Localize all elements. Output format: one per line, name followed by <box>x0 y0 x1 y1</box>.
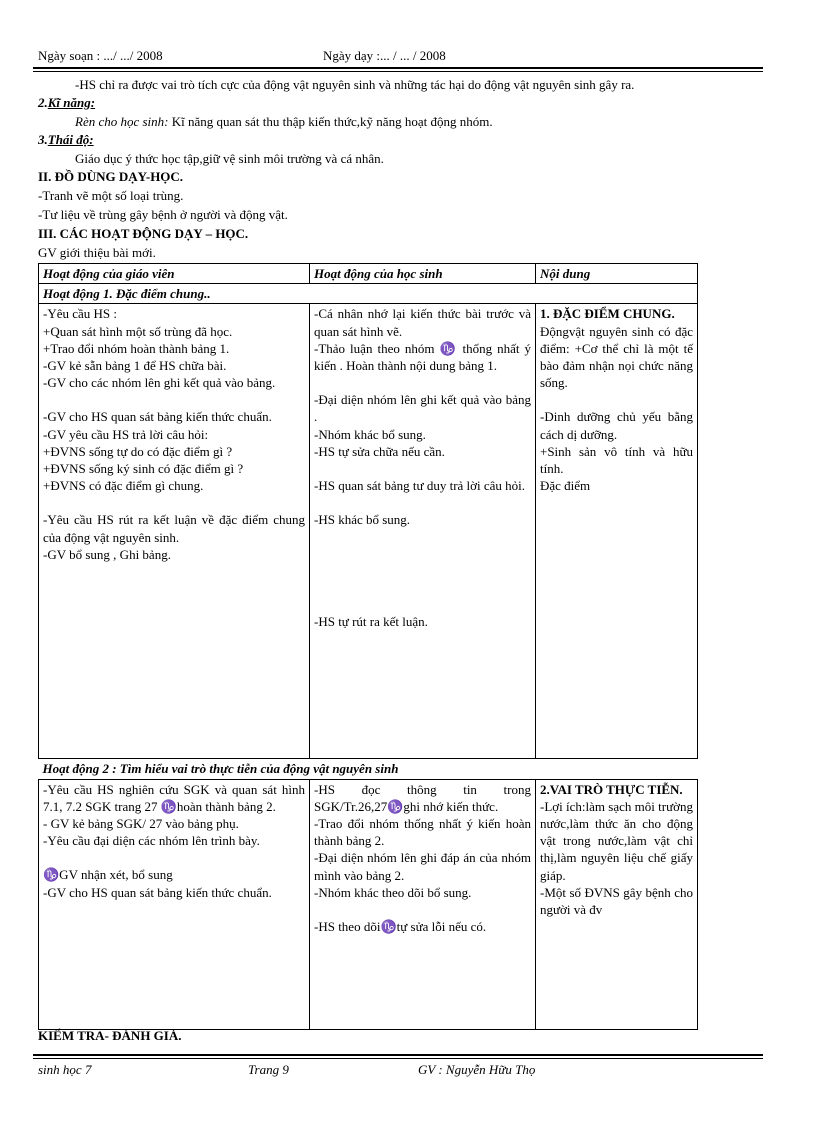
spacer <box>43 494 305 511</box>
a1-teacher-line: -GV bổ sung , Ghi bảng. <box>43 546 171 562</box>
footer-page: Trang 9 <box>248 1062 289 1077</box>
a1-teacher-line: -GV kẻ sẵn bảng 1 để HS chữa bài. <box>43 358 227 374</box>
a1-student-line: -HS tự sửa chữa nếu cần. <box>314 443 445 459</box>
header-content: Nội dung <box>536 264 698 284</box>
spacer <box>314 460 531 477</box>
a2-teacher-line: -Yêu cầu đại diện các nhóm lên trình bày. <box>43 833 260 849</box>
a2-content-line: -Một số ĐVNS gây bệnh cho người và đv <box>540 884 693 918</box>
spacer <box>314 545 531 562</box>
a1-content-line: +Sinh sản vô tính và hữu tính. <box>540 443 693 477</box>
activity-2-title-row <box>39 759 698 779</box>
spacer <box>314 579 531 596</box>
a1-teacher-line: +ĐVNS sống ký sinh có đặc điểm gì ? <box>43 461 244 477</box>
spacer <box>540 391 693 408</box>
a2-content-title: 2.VAI TRÒ THỰC TIỄN. <box>540 781 683 797</box>
a1-student-line: -HS quan sát bảng tư duy trả lời câu hỏi. <box>314 478 526 494</box>
activity-1-title-row <box>39 284 698 304</box>
skill-title: Kĩ năng: <box>47 95 96 110</box>
attitude-title: Thái độ: <box>47 132 94 147</box>
a1-student-line: -Nhóm khác bổ sung. <box>314 426 426 442</box>
a1-teacher-line: +Quan sát hình một số trùng đã học. <box>43 323 233 339</box>
skill-prefix: Rèn cho học sinh: <box>75 114 169 129</box>
footer-teacher: GV : Nguyễn Hữu Thọ <box>418 1062 536 1077</box>
skill-text: Kĩ năng quan sát thu thập kiến thức,kỹ năng hoạt động nhóm. <box>168 114 493 129</box>
a2-teacher-line: ♑GV nhận xét, bổ sung <box>43 867 173 883</box>
activity-1-content <box>536 304 698 759</box>
a2-teacher-line: -GV cho HS quan sát bảng kiến thức chuẩn. <box>43 884 272 900</box>
spacer <box>314 562 531 579</box>
spacer <box>43 849 305 866</box>
activity-table <box>38 263 698 1030</box>
intro-gv: GV giới thiệu bài mới. <box>38 245 156 260</box>
activity-2-row <box>39 779 698 1029</box>
footer-rule-thin <box>33 1058 763 1059</box>
activity-1-row <box>39 304 698 759</box>
header-rule-thick <box>33 67 763 69</box>
skill-line <box>75 113 493 130</box>
prep-date: Ngày soạn : .../ .../ 2008 <box>38 48 163 63</box>
a1-content-title: 1. ĐẶC ĐIỂM CHUNG. <box>540 306 675 322</box>
activity-2-content <box>536 779 698 1029</box>
a1-teacher-line: -Yêu cầu HS rút ra kết luận về đặc điểm chung của động vật nguyên sinh. <box>43 512 305 545</box>
spacer <box>314 374 531 391</box>
a2-student-line: -Đại diện nhóm lên ghi đáp án của nhóm mình vào bảng 2. <box>314 850 531 883</box>
a1-student-line: -Đại diện nhóm lên ghi kết quả vào bảng . <box>314 392 531 425</box>
attitude-text: Giáo dục ý thức học tập,giữ vệ sinh môi trường và cá nhân. <box>75 151 384 166</box>
a1-student-line: -Cá nhân nhớ lại kiến thức bài trước và quan sát hình vẽ. <box>314 306 531 339</box>
skill-number: 2. <box>38 95 48 110</box>
a1-teacher-line: -GV cho HS quan sát bảng kiến thức chuẩn. <box>43 409 272 425</box>
header-teacher: Hoạt động của giáo viên <box>39 264 310 284</box>
footer-subject: sinh học 7 <box>38 1062 92 1077</box>
activity-2-teacher <box>39 779 310 1029</box>
a2-content-line: -Lợi ích:làm sạch môi trường nước,làm thức ăn cho động vật trong nước,làm vật chỉ thị,làm nguyên liệu chế giấy giáp. <box>540 798 693 883</box>
a1-content-line: Đặc điểm <box>540 478 591 494</box>
a2-teacher-line: -Yêu cầu HS nghiên cứu SGK và quan sát hình 7.1, 7.2 SGK trang 27 ♑hoàn thành bảng 2. <box>43 781 305 814</box>
page-header <box>38 48 762 66</box>
tool-2: -Tư liệu về trùng gây bệnh ở người và động vật. <box>38 207 288 222</box>
a1-teacher-line: +ĐVNS sống tự do có đặc điểm gì ? <box>43 443 233 459</box>
activity-1-student <box>310 304 536 759</box>
a1-content-line: Độngvật nguyên sinh có đặc điểm: +Cơ thể chỉ là một tế bào đảm nhận nọi chức năng sống. <box>540 323 693 391</box>
section-3-heading: III. CÁC HOẠT ĐỘNG DẠY – HỌC. <box>38 226 249 241</box>
a2-student-line: -Trao đổi nhóm thống nhất ý kiến hoàn thành bảng 2. <box>314 816 531 849</box>
tool-1: -Tranh vẽ một số loại trùng. <box>38 188 184 203</box>
spacer <box>314 494 531 511</box>
footer-rule-thick <box>33 1054 763 1056</box>
activity-2-title: Hoạt động 2 : Tìm hiểu vai trò thực tiễn của động vật nguyên sinh <box>42 761 399 777</box>
a2-student-line: -Nhóm khác theo dõi bổ sung. <box>314 884 472 900</box>
a2-student-line: -HS theo dõi♑tự sửa lỗi nếu có. <box>314 919 487 935</box>
a1-teacher-line: +ĐVNS có đặc điểm gì chung. <box>43 478 204 494</box>
a1-student-line: -HS khác bổ sung. <box>314 512 411 528</box>
spacer <box>314 596 531 613</box>
a1-teacher-line: -GV cho các nhóm lên ghi kết quả vào bảng. <box>43 375 276 391</box>
table-header-row <box>39 264 698 284</box>
assessment-heading: KIỂM TRA- ĐÁNH GIÁ. <box>38 1028 182 1043</box>
spacer <box>43 391 305 408</box>
activity-2-student <box>310 779 536 1029</box>
a1-student-line: -HS tự rút ra kết luận. <box>314 614 428 630</box>
a1-student-line: -Thảo luận theo nhóm ♑ thống nhất ý kiến . Hoàn thành nội dung bảng 1. <box>314 340 531 374</box>
a1-teacher-line: -Yêu cầu HS : <box>43 306 118 322</box>
objective-line: -HS chỉ ra được vai trò tích cực của động vật nguyên sinh và những tác hại do động vật nguyên sinh gây ra. <box>75 77 635 92</box>
attitude-heading <box>38 131 94 148</box>
activity-1-teacher <box>39 304 310 759</box>
a1-teacher-line: +Trao đổi nhóm hoàn thành bảng 1. <box>43 340 230 356</box>
spacer <box>314 901 531 918</box>
a2-student-line: -HS đọc thông tin trong SGK/Tr.26,27♑ghi nhớ kiến thức. <box>314 781 531 814</box>
header-rule-thin <box>33 71 763 72</box>
activity-1-title: Hoạt động 1. Đặc điểm chung.. <box>39 284 698 304</box>
header-student: Hoạt động của học sinh <box>310 264 536 284</box>
section-2-heading: II. ĐỒ DÙNG DẠY-HỌC. <box>38 169 184 184</box>
a1-teacher-line: -GV yêu cầu HS trả lời câu hỏi: <box>43 426 209 442</box>
a2-teacher-line: - GV kẻ bảng SGK/ 27 vào bảng phụ. <box>43 816 239 832</box>
spacer <box>314 528 531 545</box>
attitude-number: 3. <box>38 132 48 147</box>
a1-content-line: -Dinh dưỡng chủ yếu bằng cách dị dưỡng. <box>540 409 693 442</box>
skill-heading <box>38 94 95 111</box>
teach-date: Ngày dạy :... / ... / 2008 <box>323 48 446 63</box>
